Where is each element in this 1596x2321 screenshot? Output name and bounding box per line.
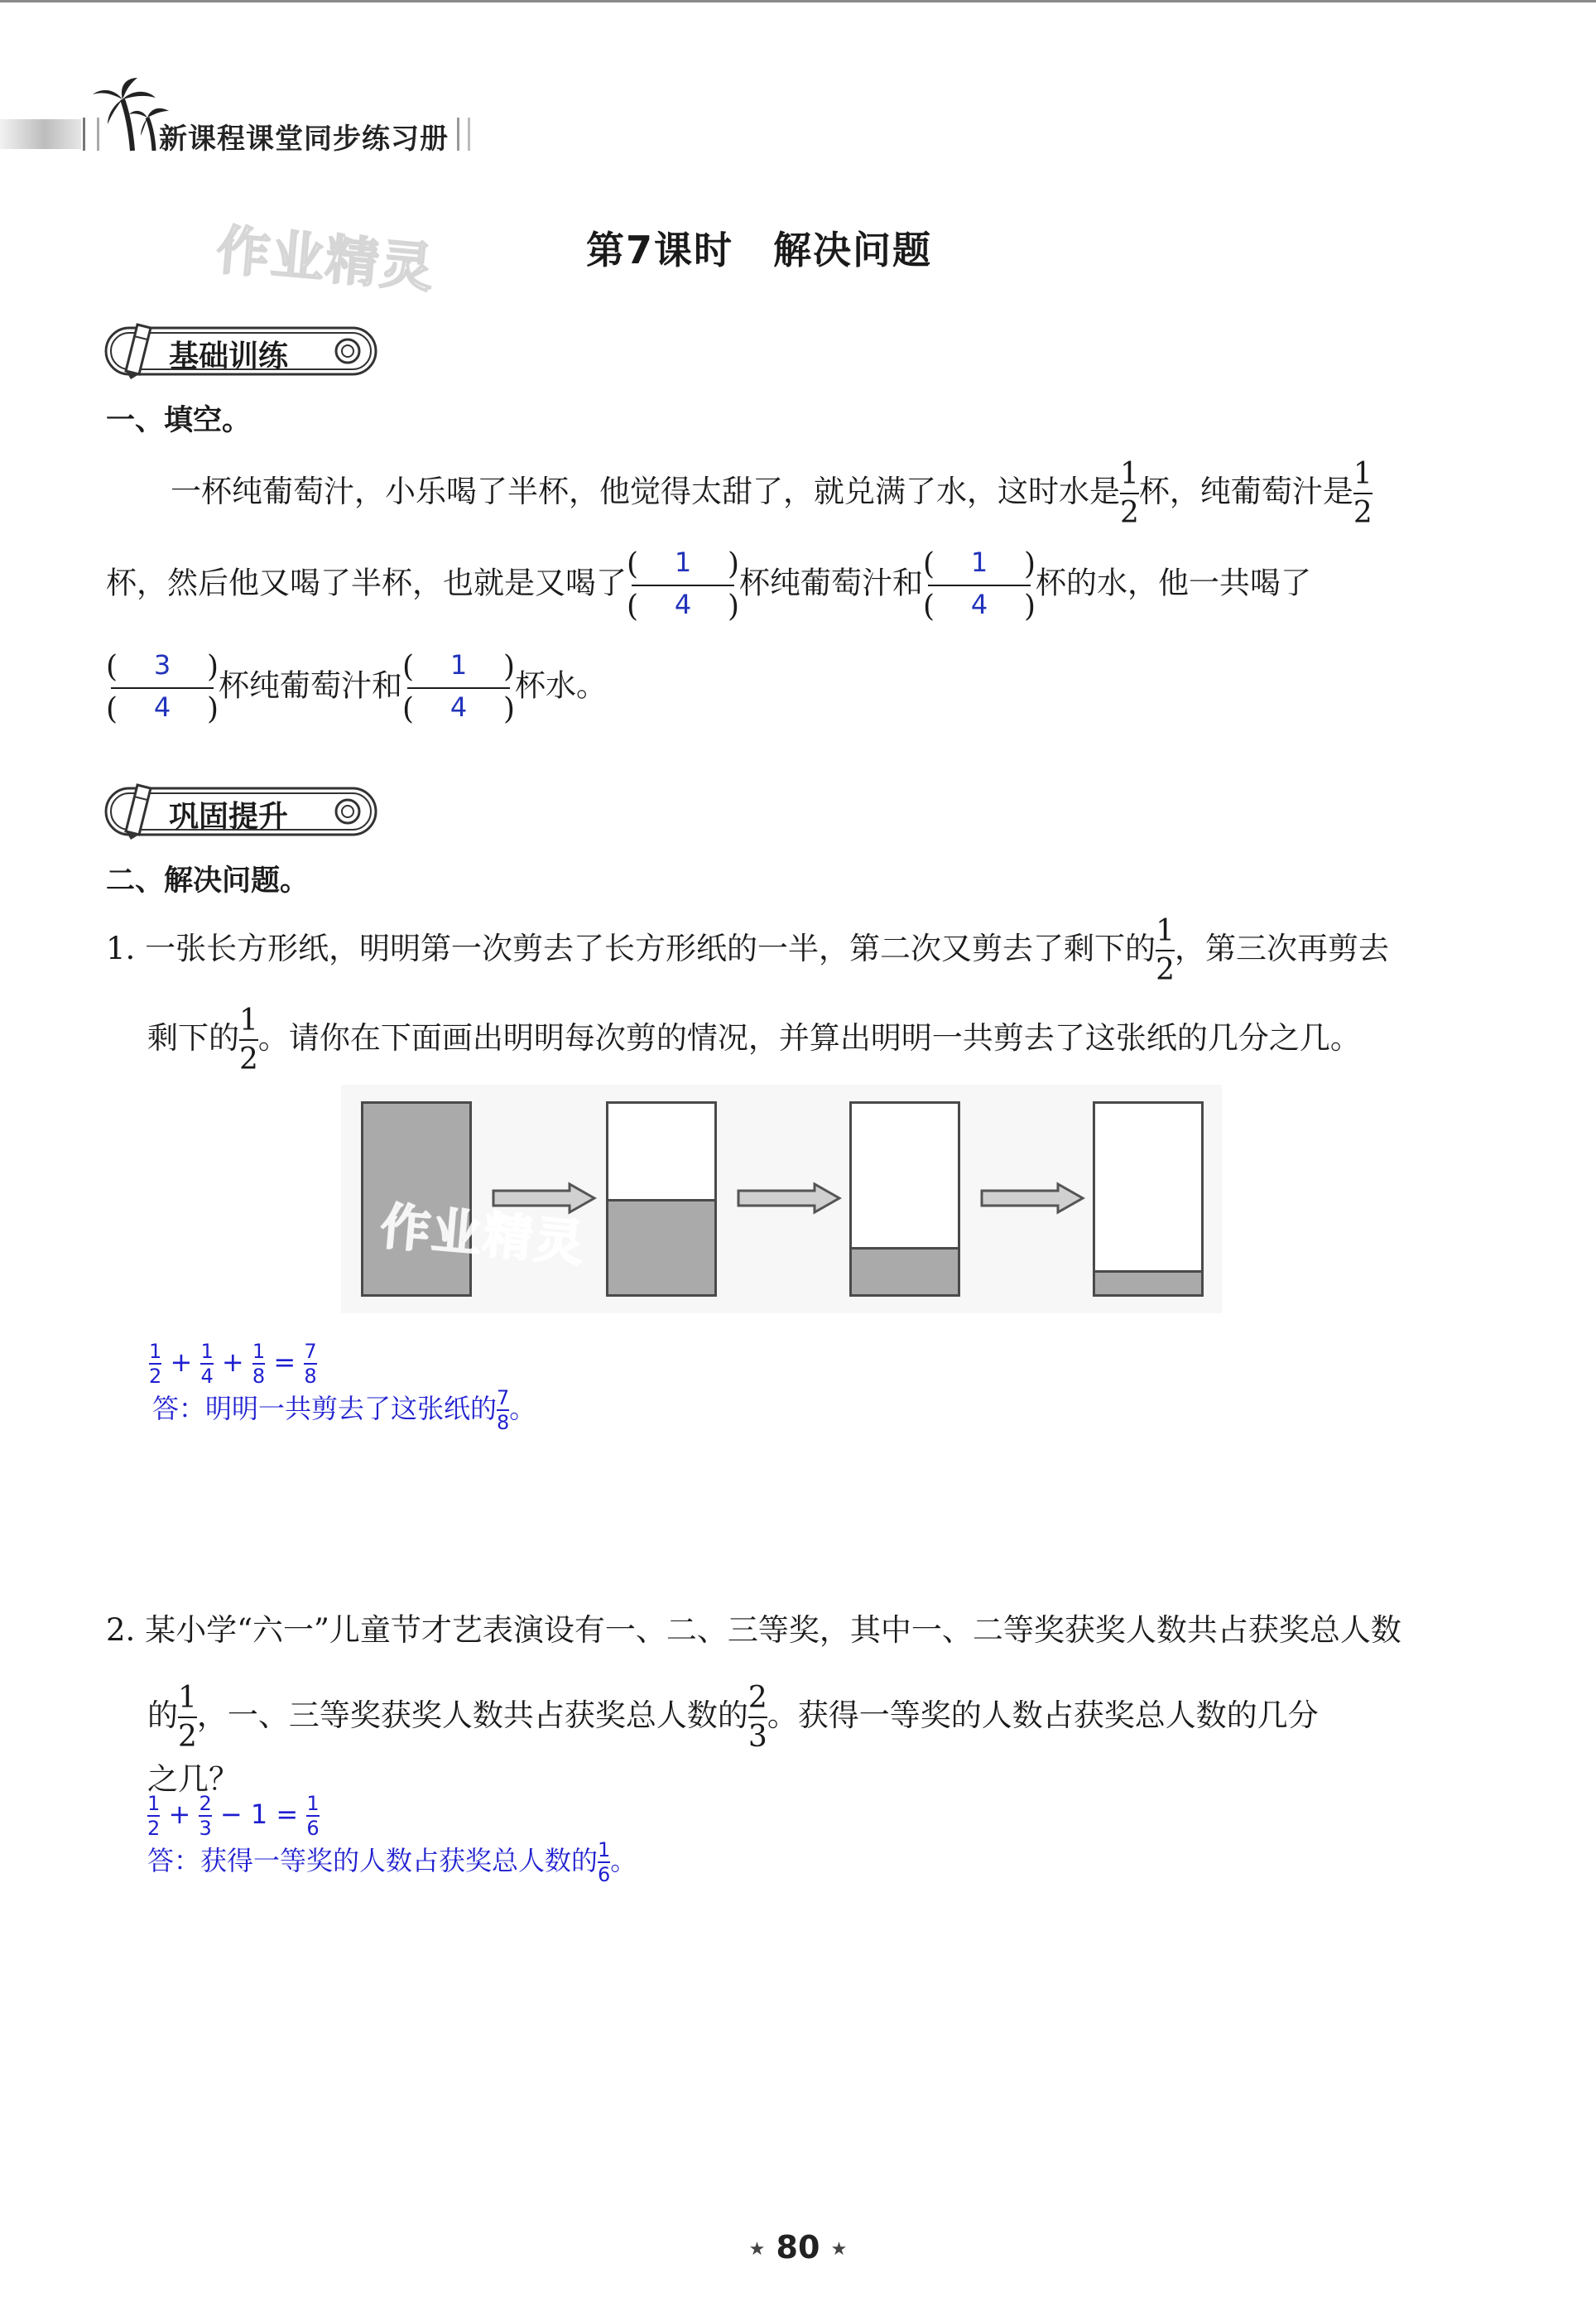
watermark: 作业精灵 bbox=[214, 219, 438, 301]
p1-text: 。请你在下面画出明明每次剪的情况，并算出明明一共剪去了这张纸的几分之几。 bbox=[257, 1019, 1361, 1056]
q1-text: 杯，然后他又喝了半杯，也就是又喝了 bbox=[106, 565, 627, 601]
answer-blank-fraction: ( 1 ) ( 4 ) bbox=[923, 547, 1036, 624]
q1-text: 杯，纯葡萄汁是 bbox=[1138, 473, 1353, 509]
header-title: 新课程课堂同步练习册 bbox=[159, 123, 449, 156]
star-icon: ★ bbox=[830, 2239, 848, 2260]
fraction-one-half: $\frac{1}{2}$ bbox=[1120, 457, 1139, 531]
p1-answer-equation: $\frac{1}{2}$ + $\frac{1}{4}$ + $\frac{1}{8}$ = $\frac{7}{8}$ bbox=[149, 1340, 317, 1388]
p1-text: 1. 一张长方形纸，明明第一次剪去了长方形纸的一半，第二次又剪去了剩下的 bbox=[106, 930, 1156, 966]
page-number bbox=[0, 2229, 1596, 2266]
p1-text: ，第三次再剪去 bbox=[1174, 930, 1389, 966]
q1-text: 杯的水，他一共喝了 bbox=[1036, 565, 1311, 601]
badge-label: 巩固提升 bbox=[169, 800, 289, 834]
q1-line-1 bbox=[171, 457, 1372, 531]
header-end-divider bbox=[457, 118, 470, 151]
badge-basic-training bbox=[101, 315, 382, 381]
q1-text: 杯纯葡萄汁和 bbox=[739, 565, 923, 601]
p1-line-1 bbox=[106, 914, 1389, 988]
badge-label: 基础训练 bbox=[169, 339, 289, 373]
p2-text: 的 bbox=[147, 1697, 178, 1733]
p2-line-1 bbox=[106, 1612, 1401, 1648]
fraction-one-half: $\frac{1}{2}$ bbox=[1353, 457, 1372, 531]
answer-blank-fraction: ( 1 ) ( 4 ) bbox=[402, 649, 515, 727]
p2-line-2 bbox=[147, 1681, 1319, 1755]
fraction-two-thirds: $\frac{2}{3}$ bbox=[748, 1681, 767, 1755]
watermark: 作业精灵 bbox=[377, 1197, 589, 1274]
paper-rect-3 bbox=[849, 1101, 960, 1297]
p1-text: 剩下的 bbox=[147, 1019, 239, 1056]
paper-rect-4 bbox=[1093, 1101, 1204, 1297]
p1-answer-text: 答：明明一共剪去了这张纸的 $\frac{7}{8}$ 。 bbox=[152, 1386, 536, 1434]
section-solve-heading: 二、解决问题。 bbox=[106, 864, 310, 898]
answer-blank-fraction: ( 3 ) ( 4 ) bbox=[106, 649, 219, 727]
p2-text: 。获得一等奖的人数占获奖总人数的几分 bbox=[767, 1697, 1319, 1733]
p2-answer-text: 答：获得一等奖的人数占获奖总人数的 $\frac{1}{6}$ 。 bbox=[147, 1838, 637, 1886]
q1-text: 一杯纯葡萄汁，小乐喝了半杯，他觉得太甜了，就兑满了水，这时水是 bbox=[171, 473, 1120, 509]
p2-text: 之几？ bbox=[147, 1761, 239, 1797]
p2-text: ，一、三等奖获奖人数共占获奖总人数的 bbox=[196, 1697, 748, 1733]
lesson-title: 第7课时 解决问题 bbox=[586, 228, 933, 272]
top-rule bbox=[0, 0, 1596, 2]
section-fill-heading: 一、填空。 bbox=[106, 404, 252, 437]
header-gradient-strip bbox=[0, 119, 81, 149]
p1-line-2 bbox=[147, 1004, 1361, 1077]
answer-blank-fraction: ( 1 ) ( 4 ) bbox=[627, 547, 739, 624]
q1-line-3 bbox=[106, 649, 607, 727]
star-icon: ★ bbox=[748, 2239, 766, 2260]
q1-line-2 bbox=[106, 547, 1311, 624]
badge-consolidate bbox=[101, 775, 382, 841]
fraction-one-half: $\frac{1}{2}$ bbox=[1156, 914, 1175, 988]
arrow-right-icon bbox=[735, 1181, 843, 1216]
fraction-one-half: $\frac{1}{2}$ bbox=[178, 1681, 197, 1755]
p2-line-3 bbox=[147, 1761, 239, 1797]
fraction-one-half: $\frac{1}{2}$ bbox=[239, 1004, 258, 1077]
paper-rect-2 bbox=[606, 1101, 717, 1297]
arrow-right-icon bbox=[978, 1181, 1086, 1216]
q1-text: 杯纯葡萄汁和 bbox=[219, 667, 402, 704]
q1-text: 杯水。 bbox=[515, 667, 607, 704]
p2-text: 2. 某小学“六一”儿童节才艺表演设有一、二、三等奖，其中一、二等奖获奖人数共占获奖总人数 bbox=[106, 1612, 1401, 1648]
p2-answer-equation: $\frac{1}{2}$ + $\frac{2}{3}$ − 1 = $\frac{1}{6}$ bbox=[147, 1792, 320, 1840]
page-number-value: 80 bbox=[776, 2229, 820, 2266]
